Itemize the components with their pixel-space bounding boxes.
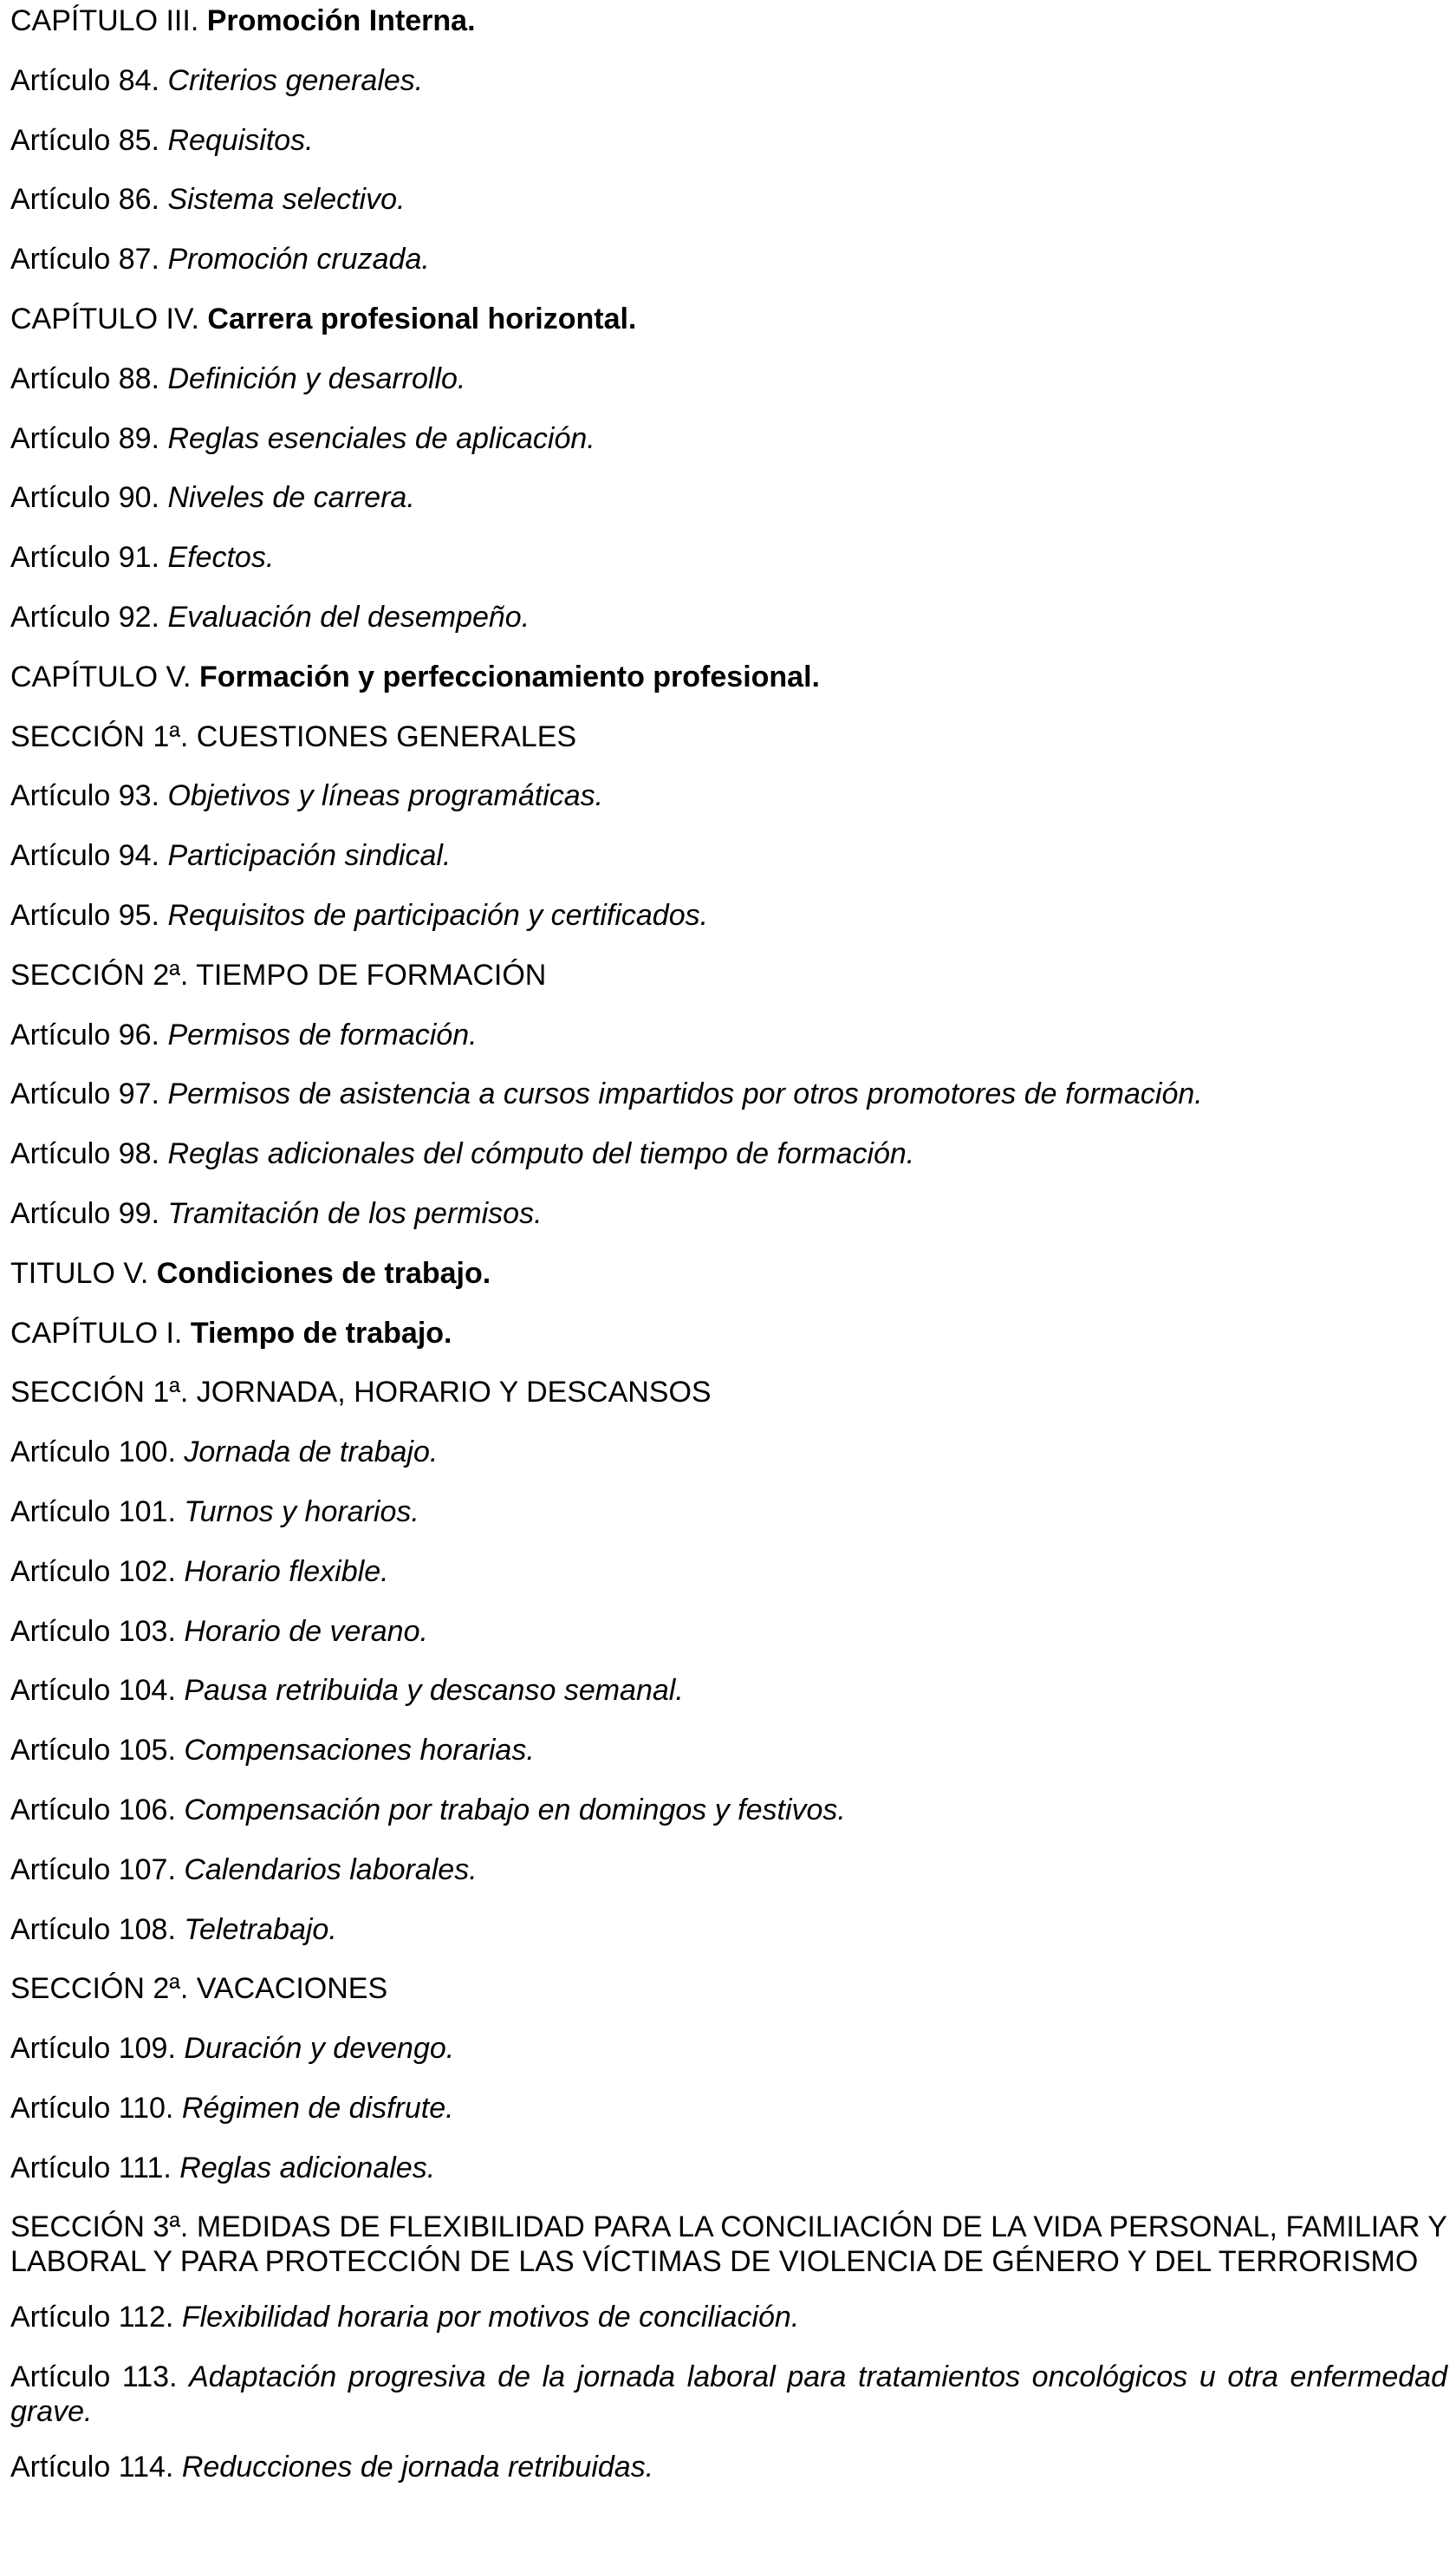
section-heading: [10, 1375, 1447, 1409]
entry-label: CAPÍTULO III.: [10, 4, 199, 37]
entry-label: Artículo 89.: [10, 421, 159, 455]
entry-label: Artículo 113.: [10, 2360, 178, 2394]
article-entry: [10, 1733, 1447, 1768]
article-entry: [10, 2031, 1447, 2066]
entry-title: Permisos de formación.: [167, 1018, 478, 1051]
entry-label: Artículo 104.: [10, 1674, 176, 1708]
entry-label: Artículo 102.: [10, 1554, 176, 1588]
entry-title: Evaluación del desempeño.: [167, 600, 530, 634]
entry-label: Artículo 87.: [10, 243, 159, 277]
entry-title: Reglas adicionales.: [179, 2151, 436, 2184]
article-entry: [10, 1196, 1447, 1231]
entry-title: Efectos.: [167, 541, 275, 575]
entry-title: Jornada de trabajo.: [184, 1436, 439, 1469]
entry-title: Tiempo de trabajo.: [190, 1316, 452, 1350]
entry-label: Artículo 107.: [10, 1852, 176, 1886]
entry-title: Definición y desarrollo.: [167, 361, 466, 395]
entry-label: Artículo 109.: [10, 2032, 176, 2066]
entry-title: Requisitos de participación y certificados.: [167, 898, 709, 932]
entry-label: Artículo 111.: [10, 2151, 172, 2184]
entry-label: Artículo 93.: [10, 779, 159, 813]
chapter-heading: [10, 3, 1447, 38]
entry-label: Artículo 86.: [10, 183, 159, 217]
chapter-heading: [10, 302, 1447, 336]
entry-title: Requisitos.: [167, 123, 314, 157]
entry-title: Calendarios laborales.: [184, 1852, 478, 1886]
entry-label: Artículo 114.: [10, 2451, 174, 2484]
entry-label: CAPÍTULO I.: [10, 1316, 183, 1350]
entry-label: Artículo 99.: [10, 1196, 159, 1230]
entry-title: Horario flexible.: [184, 1554, 389, 1588]
entry-label: SECCIÓN 1ª. CUESTIONES GENERALES: [10, 719, 577, 753]
entry-label: Artículo 92.: [10, 600, 159, 634]
entry-label: Artículo 90.: [10, 481, 159, 515]
entry-label: Artículo 106.: [10, 1793, 176, 1826]
entry-title: Régimen de disfrute.: [181, 2091, 454, 2125]
chapter-heading: [10, 1316, 1447, 1351]
entry-label: SECCIÓN 1ª. JORNADA, HORARIO Y DESCANSOS: [10, 1376, 712, 1409]
article-entry: [10, 242, 1447, 277]
entry-title: Compensaciones horarias.: [184, 1734, 535, 1768]
entry-label: Artículo 97.: [10, 1077, 159, 1111]
entry-title: Duración y devengo.: [184, 2032, 455, 2066]
entry-title: Pausa retribuida y descanso semanal.: [184, 1674, 684, 1708]
article-entry: [10, 1494, 1447, 1529]
entry-title: Adaptación progresiva de la jornada laboral para tratamientos oncológicos u otra enfermedad grave.: [10, 2360, 1447, 2429]
entry-label: Artículo 103.: [10, 1614, 176, 1648]
entry-label: Artículo 91.: [10, 541, 159, 575]
entry-title: Formación y perfeccionamiento profesional.: [198, 660, 820, 693]
article-entry: [10, 2360, 1447, 2429]
article-entry: [10, 1435, 1447, 1469]
entry-title: Promoción cruzada.: [167, 243, 430, 277]
entry-title: Permisos de asistencia a cursos impartidos por otros promotores de formación.: [167, 1077, 1203, 1111]
entry-title: Participación sindical.: [167, 839, 452, 873]
article-entry: [10, 1912, 1447, 1947]
entry-title: Reglas esenciales de aplicación.: [167, 421, 595, 455]
entry-label: Artículo 100.: [10, 1436, 176, 1469]
entry-title: Objetivos y líneas programáticas.: [167, 779, 604, 813]
entry-label: Artículo 95.: [10, 898, 159, 932]
entry-label: Artículo 98.: [10, 1137, 159, 1171]
article-entry: [10, 182, 1447, 217]
entry-title: Condiciones de trabajo.: [156, 1256, 491, 1290]
entry-title: Tramitación de los permisos.: [167, 1196, 543, 1230]
entry-title: Criterios generales.: [167, 63, 424, 97]
title-heading: [10, 1256, 1447, 1291]
article-entry: [10, 421, 1447, 456]
section-heading: [10, 719, 1447, 754]
article-entry: [10, 1018, 1447, 1052]
article-entry: [10, 898, 1447, 933]
section-heading: [10, 1971, 1447, 2006]
article-entry: [10, 838, 1447, 873]
entry-label: Artículo 88.: [10, 361, 159, 395]
entry-label: SECCIÓN 2ª. TIEMPO DE FORMACIÓN: [10, 958, 547, 992]
entry-label: Artículo 96.: [10, 1018, 159, 1051]
article-entry: [10, 480, 1447, 515]
entry-label: Artículo 85.: [10, 123, 159, 157]
article-entry: [10, 123, 1447, 158]
article-entry: [10, 1614, 1447, 1649]
entry-title: Turnos y horarios.: [184, 1494, 419, 1528]
entry-title: Teletrabajo.: [184, 1912, 337, 1946]
article-entry: [10, 2450, 1447, 2484]
section-heading: [10, 2210, 1447, 2279]
article-entry: [10, 2300, 1447, 2334]
chapter-heading: [10, 660, 1447, 694]
entry-title: Horario de verano.: [184, 1614, 428, 1648]
entry-title: Promoción Interna.: [206, 4, 476, 37]
entry-title: Reglas adicionales del cómputo del tiempo de formación.: [167, 1137, 915, 1171]
article-entry: [10, 63, 1447, 98]
entry-label: Artículo 84.: [10, 63, 159, 97]
entry-label: Artículo 112.: [10, 2301, 174, 2334]
article-entry: [10, 2091, 1447, 2126]
entry-label: Artículo 105.: [10, 1734, 176, 1768]
article-entry: [10, 778, 1447, 813]
entry-title: Reducciones de jornada retribuidas.: [181, 2451, 654, 2484]
entry-label: CAPÍTULO IV.: [10, 302, 199, 335]
article-entry: [10, 600, 1447, 635]
entry-title: Compensación por trabajo en domingos y festivos.: [184, 1793, 846, 1826]
entry-label: Artículo 101.: [10, 1494, 176, 1528]
entry-label: SECCIÓN 3ª. MEDIDAS DE FLEXIBILIDAD PARA LA CONCILIACIÓN DE LA VIDA PERSONAL, FAMILIAR Y LABORAL Y PARA PROTECCIÓN DE LAS VÍCTIMAS DE VIOLENCIA DE GÉNERO Y DEL TERRORISMO: [10, 2210, 1447, 2279]
entry-label: Artículo 94.: [10, 839, 159, 873]
article-entry: [10, 2151, 1447, 2185]
entry-title: Carrera profesional horizontal.: [207, 302, 637, 335]
entry-label: Artículo 108.: [10, 1912, 176, 1946]
entry-label: TITULO V.: [10, 1256, 149, 1290]
entry-title: Niveles de carrera.: [167, 481, 415, 515]
article-entry: [10, 1793, 1447, 1827]
entry-label: Artículo 110.: [10, 2091, 174, 2125]
section-heading: [10, 958, 1447, 993]
entry-title: Sistema selectivo.: [167, 183, 406, 217]
article-entry: [10, 1852, 1447, 1887]
table-of-contents: [10, 3, 1447, 2484]
article-entry: [10, 361, 1447, 396]
article-entry: [10, 1554, 1447, 1589]
article-entry: [10, 1673, 1447, 1708]
article-entry: [10, 540, 1447, 575]
article-entry: [10, 1136, 1447, 1171]
entry-label: CAPÍTULO V.: [10, 660, 192, 693]
entry-title: Flexibilidad horaria por motivos de conciliación.: [181, 2301, 800, 2334]
article-entry: [10, 1077, 1447, 1111]
entry-label: SECCIÓN 2ª. VACACIONES: [10, 1972, 388, 2006]
